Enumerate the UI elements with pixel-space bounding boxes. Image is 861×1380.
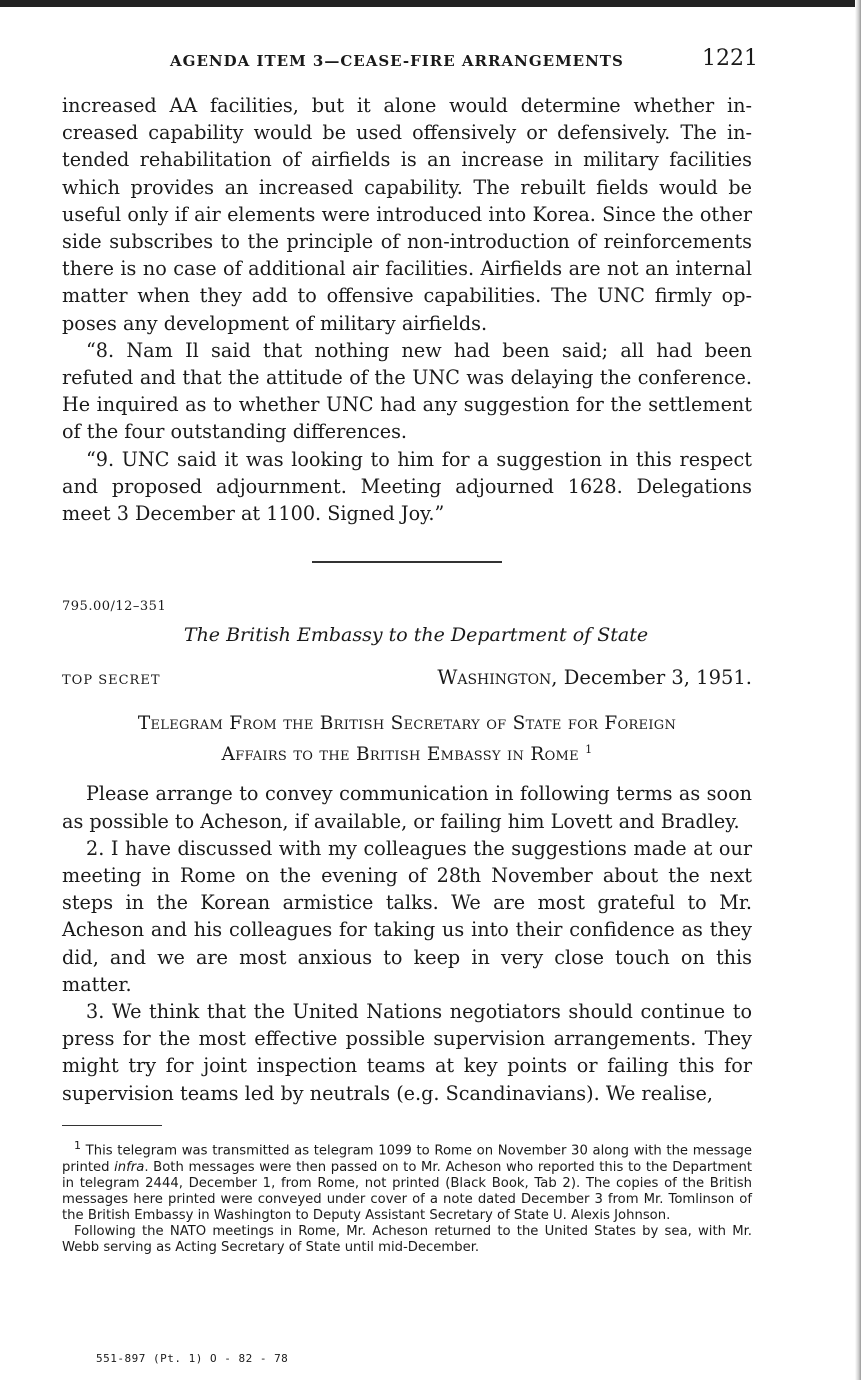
page-header: [62, 40, 758, 80]
footnotes: [62, 1138, 752, 1255]
page-edge-shadow: [855, 0, 861, 1380]
file-number: 795.00/12–351: [62, 599, 167, 615]
footnote-1-part-b: . Both messages were then passed on to Mr. Acheson who reported this to the Department in telegram 2444, December 1, from Rome, not printed (Black Book, Tab 2). The copies of the British messages here printed were conveyed under cover of a note dated December 3 from Mr. Tomlinson of the British Embassy in Washington to Deputy Assistant Secretary of State U. Alexis Johnson.: [62, 1159, 752, 1223]
dateline: [437, 666, 752, 689]
telegram-paragraph-1: Please arrange to convey communication in following terms as soon as possible to Acheson, if available, or failing him Lovett and Bradley.: [62, 782, 752, 833]
footnote-1-italic: infra: [114, 1159, 145, 1175]
top-border: [0, 0, 861, 7]
page-number: 1221: [702, 46, 758, 71]
printer-line: 551-897 (Pt. 1) O - 82 - 78: [96, 1352, 289, 1365]
telegram-title-line2: [62, 737, 752, 768]
footnote-1-part-a: This telegram was transmitted as telegram 1099 to Rome on November 30 along with the message printed: [62, 1143, 752, 1175]
running-head: AGENDA ITEM 3—CEASE-FIRE ARRANGEMENTS: [170, 52, 624, 70]
footnote-1: [62, 1138, 752, 1223]
page-content: [62, 40, 758, 1256]
classification: TOP SECRET: [62, 673, 161, 689]
telegram-paragraph-2: 2. I have discussed with my colleagues the suggestions made at our meeting in Rome on the evening of 28th November about the next steps in the Korean armistice talks. We are most grateful to Mr. Acheson and his colleagues for taking us into their confidence as they did, and we are most anxious to keep in very close touch on this matter.: [62, 836, 752, 996]
paragraph-8: “8. Nam Il said that nothing new had been said; all had been refuted and that the attitude of the UNC was delaying the conference. He inquired as to whether UNC had any suggestion for the settlement of the four outstanding differences.: [62, 338, 752, 444]
dateline-date: , December 3, 1951.: [551, 666, 752, 690]
footnote-rule: [62, 1125, 162, 1127]
telegram-title-line1: Telegram From the British Secretary of State for Foreign: [137, 713, 677, 735]
document-title: The British Embassy to the Department of State: [183, 624, 649, 647]
paragraph-9: “9. UNC said it was looking to him for a suggestion in this respect and proposed adjournment. Meeting adjourned 1628. Delegations meet 3 December at 1100. Signed Joy.”: [62, 447, 752, 526]
footnote-marker: 1: [74, 1139, 81, 1153]
telegram-title: [62, 711, 752, 768]
footnote-1-continued: Following the NATO meetings in Rome, Mr. Acheson returned to the United States by sea, with Mr. Webb serving as Acting Secretary of State until mid-December.: [62, 1223, 752, 1255]
section-separator: [312, 561, 502, 563]
dateline-place: Washington: [437, 666, 552, 690]
footnote-reference: 1: [585, 743, 593, 757]
telegram-title-line2-text: Affairs to the British Embassy in Rome: [221, 744, 579, 766]
continuation-paragraph: increased AA facilities, but it alone would determine whether in-creased capability would be used offensively or defensively. The in-tended rehabilitation of airfields is an increase in military facilities which provides an increased capability. The rebuilt fields would be useful only if air elements were introduced into Korea. Since the other side subscribes to the principle of non-introduction of reinforcements there is no case of additional air facilities. Airfields are not an internal matter when they add to offensive capabilities. The UNC firmly op-poses any development of military airfields.: [62, 94, 752, 335]
dateline-row: [62, 666, 752, 689]
telegram-paragraph-3: 3. We think that the United Nations negotiators should continue to press for the most effective possible supervision arrangements. They might try for joint inspection teams at key points or failing this for supervision teams led by neutrals (e.g. Scandinavians). We realise,: [62, 1000, 752, 1105]
